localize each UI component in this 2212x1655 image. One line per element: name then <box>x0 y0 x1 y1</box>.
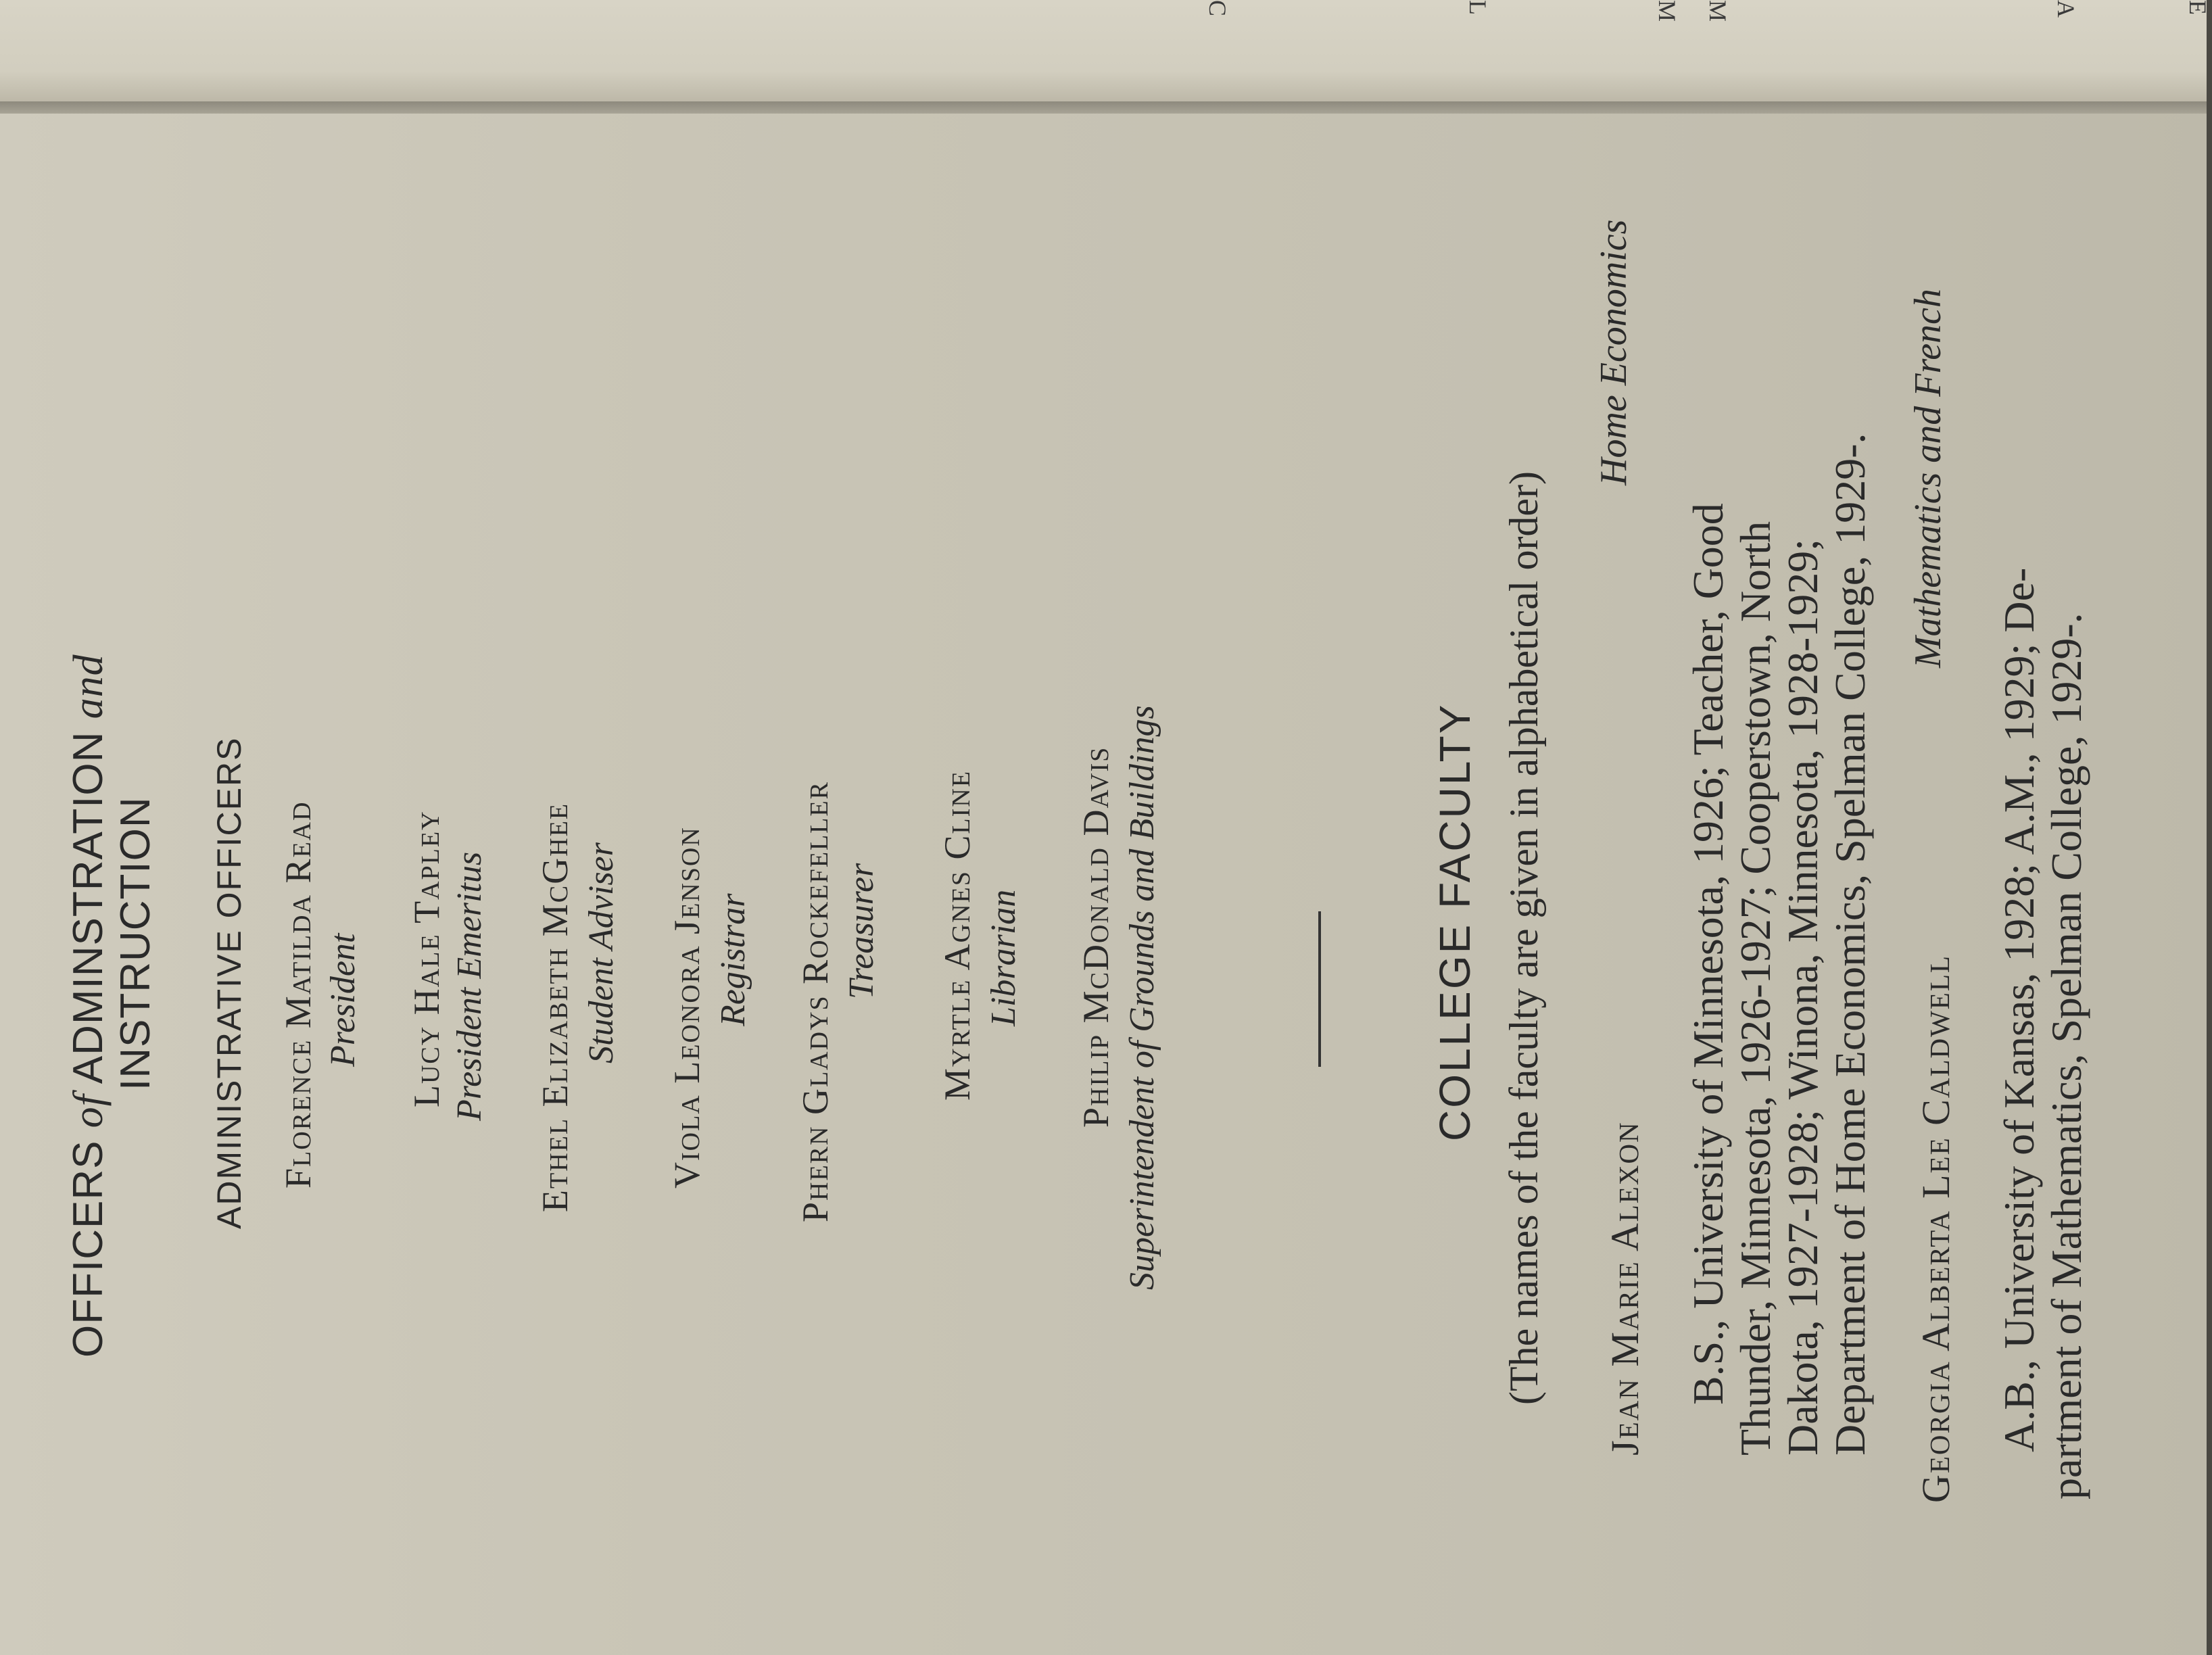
title-word: OFFICERS <box>65 1140 112 1358</box>
faculty-dept: Home Economics <box>1593 219 1635 485</box>
faculty-bio-line: partment of Mathematics, Spelman College, 1929-. <box>2042 613 2090 1500</box>
section-divider <box>1318 911 1321 1067</box>
title-word: ADMINSTRATION <box>65 731 112 1084</box>
officer-role: Registrar <box>714 893 752 1026</box>
title-word: of <box>66 1094 112 1128</box>
faculty-bio-line: A.B., University of Kansas, 1928; A.M., 1929; De- <box>1995 567 2043 1452</box>
page-title-line2: INSTRUCTION <box>112 796 159 1090</box>
page-title <box>64 654 113 1358</box>
officer-name: Viola Leonora Jenson <box>667 826 707 1189</box>
officer-name: Ethel Elizabeth McGhee <box>535 802 575 1212</box>
faculty-note: (The names of the faculty are given in alphabetical order) <box>1501 471 1546 1405</box>
officer-name: Lucy Hale Tapley <box>406 810 447 1107</box>
officer-role: Treasurer <box>842 863 881 999</box>
faculty-bio-line: Department of Home Economics, Spelman College, 1929-. <box>1826 433 1874 1456</box>
officer-role: President Emeritus <box>450 851 489 1121</box>
facing-page-fragment: C <box>1204 0 1231 17</box>
officer-role: Superintendent of Grounds and Buildings <box>1123 705 1161 1290</box>
faculty-dept: Mathematics and French <box>1907 289 1949 668</box>
faculty-name: Georgia Alberta Lee Caldwell <box>1914 955 1958 1503</box>
officer-role: President <box>324 933 362 1067</box>
faculty-bio-line: Dakota, 1927-1928; Winona, Minnesota, 1928-1929; <box>1779 538 1827 1456</box>
facing-page-fragment: L <box>1464 0 1491 15</box>
officer-name: Myrtle Agnes Cline <box>937 770 978 1101</box>
faculty-bio-line: Thunder, Minnesota, 1926-1927; Cooperstown, North <box>1731 521 1779 1456</box>
page-edge <box>0 101 2207 114</box>
facing-page-fragment: M <box>1704 0 1731 22</box>
section-title-admin: ADMINISTRATIVE OFFICERS <box>210 736 248 1229</box>
facing-page <box>0 0 2211 101</box>
facing-page-fragment: M <box>1654 0 1681 22</box>
book-page <box>0 114 2207 1655</box>
faculty-name: Jean Marie Alexon <box>1603 1121 1647 1456</box>
officer-name: Philip McDonald Davis <box>1076 746 1116 1128</box>
facing-page-fragment: E <box>2184 0 2211 15</box>
officer-role: Librarian <box>984 889 1023 1026</box>
faculty-bio-line: B.S., University of Minnesota, 1926; Teacher, Good <box>1684 503 1732 1405</box>
page-content <box>0 114 2207 1655</box>
title-word: and <box>66 654 112 719</box>
officer-name: Phern Gladys Rockefeller <box>795 781 836 1222</box>
officer-name: Florence Matilda Read <box>278 800 318 1189</box>
officer-role: Student Adviser <box>582 842 621 1063</box>
facing-page-fragment: A <box>2052 0 2079 18</box>
section-title-faculty: COLLEGE FACULTY <box>1430 702 1479 1141</box>
